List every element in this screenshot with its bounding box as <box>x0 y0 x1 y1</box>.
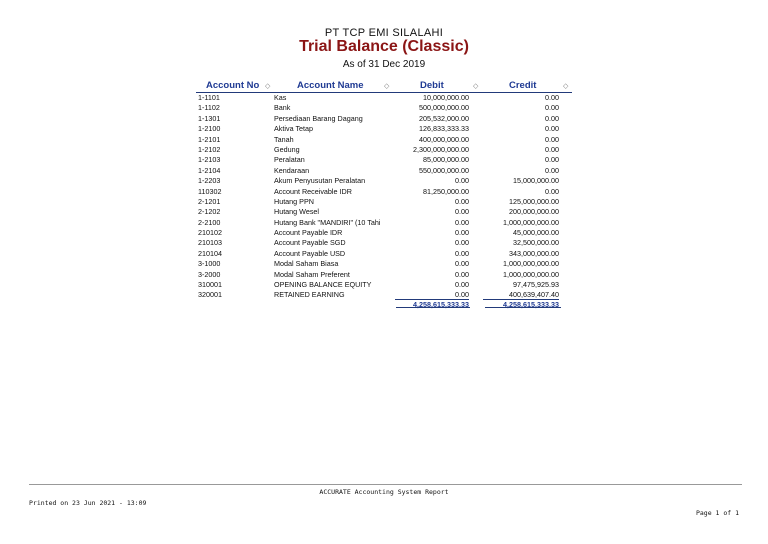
debit-cell: 550,000,000.00 <box>419 165 469 175</box>
account-no-cell: 1-1101 <box>198 93 220 102</box>
table-row <box>196 218 572 228</box>
account-no-cell: 310001 <box>198 280 222 290</box>
table-row <box>196 228 572 238</box>
table-row <box>196 207 572 217</box>
sort-account-name-icon[interactable]: ◇ <box>384 83 390 90</box>
account-name-cell: Aktiva Tetap <box>274 124 314 134</box>
printed-timestamp: Printed on 23 Jun 2021 - 13:09 <box>29 499 147 507</box>
account-no-cell: 110302 <box>198 186 222 196</box>
debit-cell: 400,000,000.00 <box>419 134 469 144</box>
debit-cell: 81,250,000.00 <box>423 186 469 196</box>
sort-credit-icon[interactable]: ◇ <box>563 83 569 90</box>
account-name-cell: Gedung <box>274 144 300 154</box>
account-name-cell: Hutang Bank "MANDIRI" (10 Tahi <box>274 217 381 227</box>
table-row <box>196 176 572 186</box>
account-no-cell: 210102 <box>198 228 222 238</box>
debit-cell: 10,000,000.00 <box>423 93 469 102</box>
total-credit: 4,258,615,333.33 <box>483 299 559 309</box>
credit-cell: 0.00 <box>545 124 559 134</box>
account-name-cell: Modal Saham Biasa <box>274 259 339 269</box>
account-name-cell: Account Payable USD <box>274 248 346 258</box>
account-no-cell: 2-2100 <box>198 217 221 227</box>
account-no-cell: 1-2203 <box>198 176 221 186</box>
credit-cell: 125,000,000.00 <box>509 196 559 206</box>
credit-cell: 0.00 <box>545 134 559 144</box>
credit-cell: 1,000,000,000.00 <box>503 269 559 279</box>
table-row <box>196 103 572 113</box>
report-title: Trial Balance (Classic) <box>299 38 469 55</box>
credit-cell: 0.00 <box>545 155 559 165</box>
account-no-cell: 2-1201 <box>198 196 221 206</box>
credit-cell: 0.00 <box>545 103 559 113</box>
credit-cell: 200,000,000.00 <box>509 207 559 217</box>
account-no-cell: 210104 <box>198 248 222 258</box>
column-header-account-no[interactable]: Account No <box>206 80 260 91</box>
credit-cell: 32,500,000.00 <box>513 238 559 248</box>
debit-cell: 0.00 <box>455 238 469 248</box>
account-no-cell: 1-2103 <box>198 155 221 165</box>
debit-cell: 205,532,000.00 <box>419 113 469 123</box>
debit-cell: 500,000,000.00 <box>419 103 469 113</box>
column-header-credit[interactable]: Credit <box>509 80 537 91</box>
total-debit-underline <box>396 307 470 308</box>
sort-debit-icon[interactable]: ◇ <box>473 83 479 90</box>
table-row <box>196 270 572 280</box>
table-row <box>196 145 572 155</box>
table-row <box>196 238 572 248</box>
table-row <box>196 197 572 207</box>
account-no-cell: 320001 <box>198 290 222 300</box>
table-row <box>196 135 572 145</box>
account-name-cell: Hutang Wesel <box>274 207 320 217</box>
account-name-cell: OPENING BALANCE EQUITY <box>274 280 372 290</box>
credit-cell: 45,000,000.00 <box>513 228 559 238</box>
debit-cell: 0.00 <box>455 217 469 227</box>
debit-cell: 0.00 <box>455 280 469 290</box>
account-no-cell: 1-2104 <box>198 165 221 175</box>
table-row <box>196 124 572 134</box>
sort-account-no-icon[interactable]: ◇ <box>265 83 271 90</box>
debit-cell: 0.00 <box>455 290 469 300</box>
account-name-cell: Tanah <box>274 134 294 144</box>
account-name-cell: Kendaraan <box>274 165 310 175</box>
debit-cell: 0.00 <box>455 259 469 269</box>
footer-report-name: ACCURATE Accounting System Report <box>319 488 449 496</box>
total-credit-underline <box>485 307 561 308</box>
account-name-cell: Bank <box>274 103 291 113</box>
debit-cell: 0.00 <box>455 176 469 186</box>
report-date: As of 31 Dec 2019 <box>342 59 426 70</box>
debit-cell: 0.00 <box>455 196 469 206</box>
account-name-cell: Account Payable SGD <box>274 238 346 248</box>
debit-cell: 0.00 <box>455 207 469 217</box>
debit-cell: 85,000,000.00 <box>423 155 469 165</box>
debit-cell: 0.00 <box>455 228 469 238</box>
credit-cell: 15,000,000.00 <box>513 176 559 186</box>
column-header-debit[interactable]: Debit <box>420 80 444 91</box>
account-name-cell: RETAINED EARNING <box>274 290 345 300</box>
account-name-cell: Persediaan Barang Dagang <box>274 113 363 123</box>
account-name-cell: Kas <box>274 93 287 102</box>
table-row <box>196 280 572 290</box>
credit-cell: 1,000,000,000.00 <box>503 259 559 269</box>
table-row <box>196 93 572 103</box>
page-number: Page 1 of 1 <box>695 509 739 517</box>
table-header <box>196 80 572 93</box>
account-no-cell: 2-1202 <box>198 207 221 217</box>
debit-cell: 2,300,000,000.00 <box>413 144 469 154</box>
account-name-cell: Hutang PPN <box>274 196 314 206</box>
table-row <box>196 249 572 259</box>
footer-divider <box>29 484 742 485</box>
account-name-cell: Modal Saham Preferent <box>274 269 350 279</box>
table-row <box>196 187 572 197</box>
debit-cell: 0.00 <box>455 248 469 258</box>
credit-cell: 0.00 <box>545 165 559 175</box>
account-no-cell: 3-2000 <box>198 269 221 279</box>
column-header-account-name[interactable]: Account Name <box>297 80 364 91</box>
credit-cell: 400,639,407.40 <box>509 290 559 300</box>
account-no-cell: 1-1102 <box>198 103 220 113</box>
credit-cell: 0.00 <box>545 186 559 196</box>
credit-cell: 0.00 <box>545 144 559 154</box>
trial-balance-rows <box>196 93 572 301</box>
debit-cell: 0.00 <box>455 269 469 279</box>
credit-cell: 0.00 <box>545 93 559 102</box>
company-name: PT TCP EMI SILALAHI <box>324 27 444 39</box>
account-name-cell: Account Payable IDR <box>274 228 343 238</box>
account-no-cell: 1-1301 <box>198 113 221 123</box>
account-name-cell: Akum Penyusutan Peralatan <box>274 176 366 186</box>
account-no-cell: 1-2102 <box>198 144 221 154</box>
table-row <box>196 166 572 176</box>
credit-cell: 97,475,925.93 <box>513 280 559 290</box>
credit-cell: 1,000,000,000.00 <box>503 217 559 227</box>
account-no-cell: 1-2101 <box>198 134 221 144</box>
credit-cell: 0.00 <box>545 113 559 123</box>
table-row <box>196 155 572 165</box>
account-no-cell: 3-1000 <box>198 259 221 269</box>
credit-cell: 343,000,000.00 <box>509 248 559 258</box>
account-no-cell: 1-2100 <box>198 124 221 134</box>
account-name-cell: Account Receivable IDR <box>274 186 352 196</box>
account-no-cell: 210103 <box>198 238 222 248</box>
table-row <box>196 114 572 124</box>
account-name-cell: Peralatan <box>274 155 305 165</box>
table-row <box>196 259 572 269</box>
total-debit: 4,258,615,333.33 <box>395 299 469 309</box>
debit-cell: 126,833,333.33 <box>419 124 469 134</box>
